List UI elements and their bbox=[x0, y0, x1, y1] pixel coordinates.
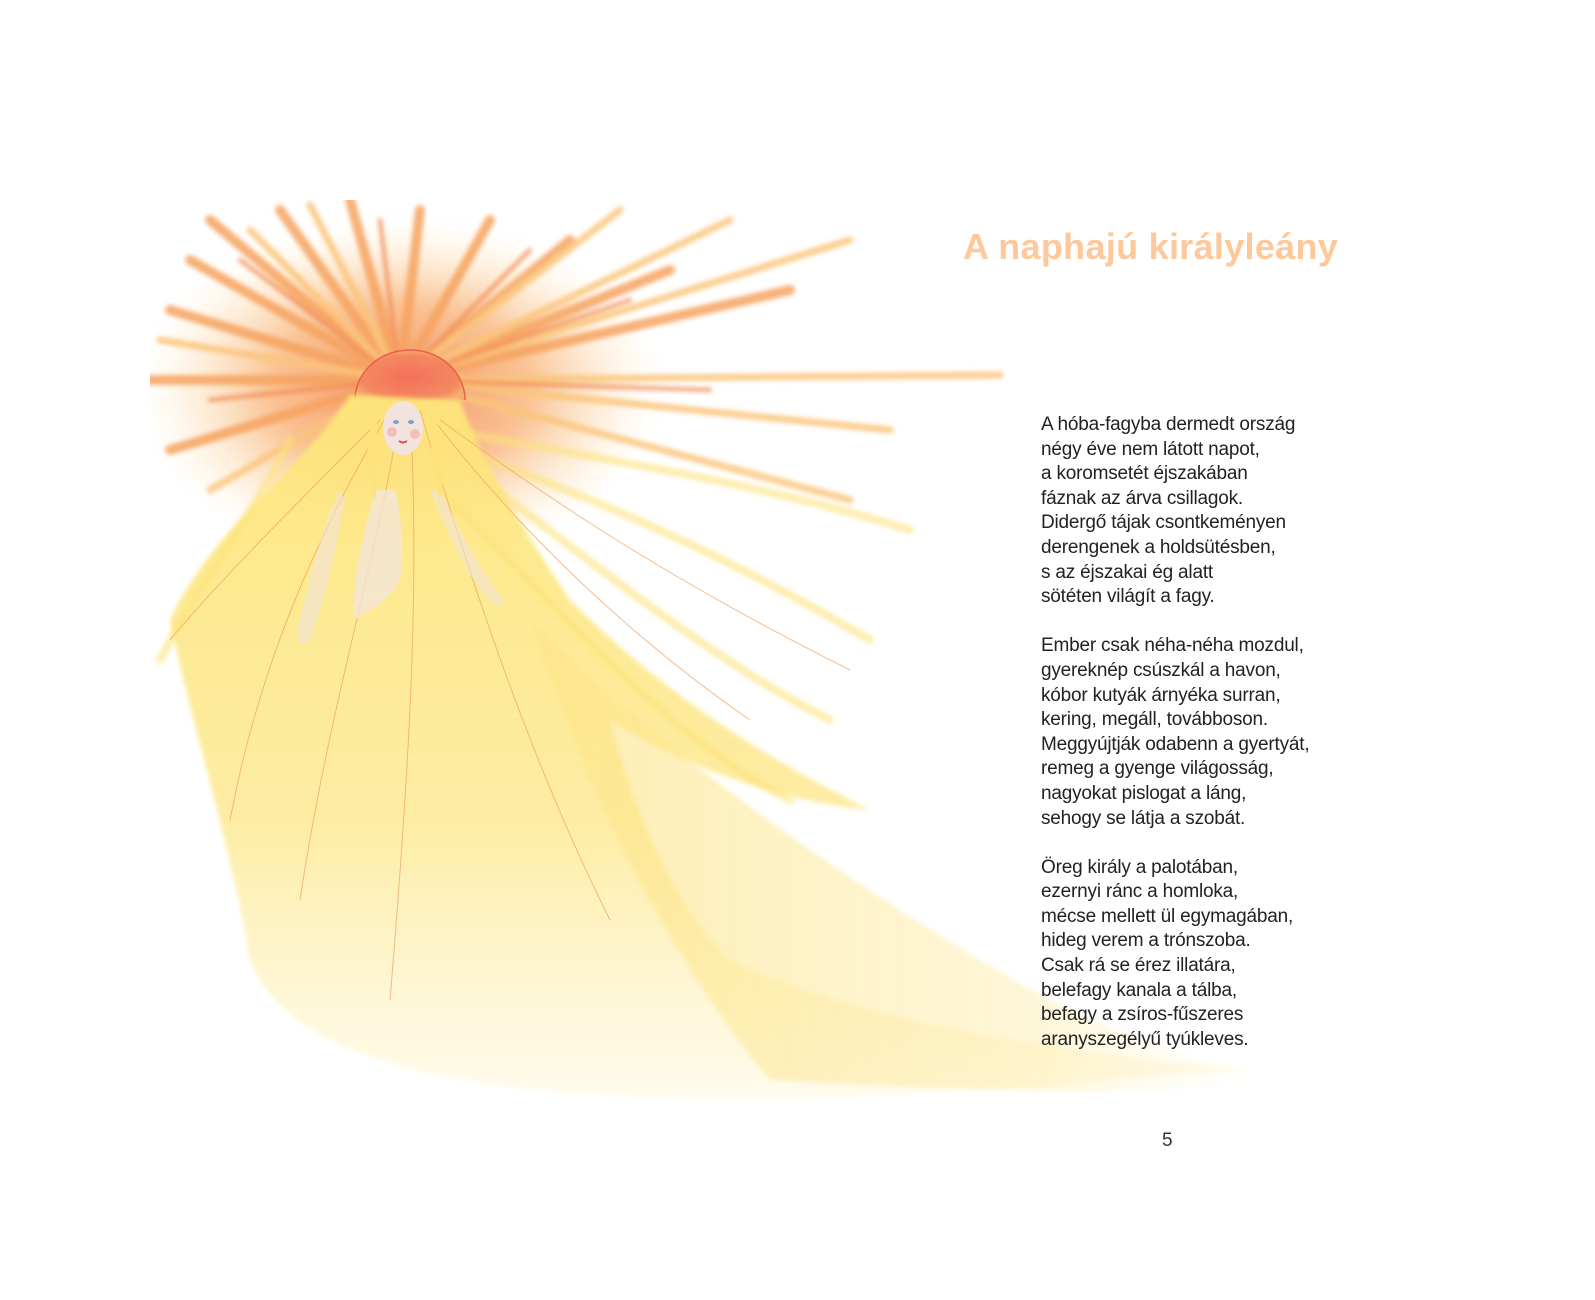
poem-line: kering, megáll, továbboson. bbox=[1041, 709, 1268, 731]
poem-title: A naphajú királyleány bbox=[963, 226, 1339, 267]
poem-line: ezernyi ránc a homloka, bbox=[1041, 881, 1239, 903]
poem-line: sehogy se látja a szobát. bbox=[1041, 807, 1246, 829]
poem-line: fáznak az árva csillagok. bbox=[1041, 487, 1243, 509]
poem-line: nagyokat pislogat a láng, bbox=[1041, 782, 1247, 804]
poem-line: négy éve nem látott napot, bbox=[1041, 438, 1260, 460]
poem-line: mécse mellett ül egymagában, bbox=[1041, 905, 1294, 927]
poem-line: gyereknép csúszkál a havon, bbox=[1041, 659, 1281, 681]
poem-line: aranyszegélyű tyúkleves. bbox=[1041, 1028, 1249, 1050]
poem-line: Öreg király a palotában, bbox=[1041, 856, 1238, 878]
poem-line: Didergő tájak csontkeményen bbox=[1041, 512, 1286, 534]
stanza-3 bbox=[1041, 856, 1309, 1053]
poem-line: A hóba-fagyba dermedt ország bbox=[1041, 414, 1296, 435]
poem-line: s az éjszakai ég alatt bbox=[1041, 561, 1213, 583]
poem-line: a koromsetét éjszakában bbox=[1041, 463, 1248, 485]
poem-line: Ember csak néha-néha mozdul, bbox=[1041, 635, 1304, 657]
poem-line: remeg a gyenge világosság, bbox=[1041, 758, 1274, 780]
poem-line: sötéten világít a fagy. bbox=[1041, 586, 1215, 608]
poem-body bbox=[1041, 413, 1309, 1077]
stanza-1 bbox=[1041, 413, 1309, 610]
stanza-2 bbox=[1041, 634, 1309, 831]
poem-line: hideg verem a trónszoba. bbox=[1041, 930, 1251, 952]
poem-line: derengenek a holdsütésben, bbox=[1041, 536, 1276, 558]
poem-line: belefagy kanala a tálba, bbox=[1041, 979, 1237, 1001]
page-number: 5 bbox=[1162, 1130, 1173, 1151]
poem-line: befagy a zsíros-fűszeres bbox=[1041, 1004, 1244, 1026]
poem-line: Csak rá se érez illatára, bbox=[1041, 955, 1236, 977]
poem-line: Meggyújtják odabenn a gyertyát, bbox=[1041, 733, 1310, 755]
poem-line: kóbor kutyák árnyéka surran, bbox=[1041, 684, 1281, 706]
